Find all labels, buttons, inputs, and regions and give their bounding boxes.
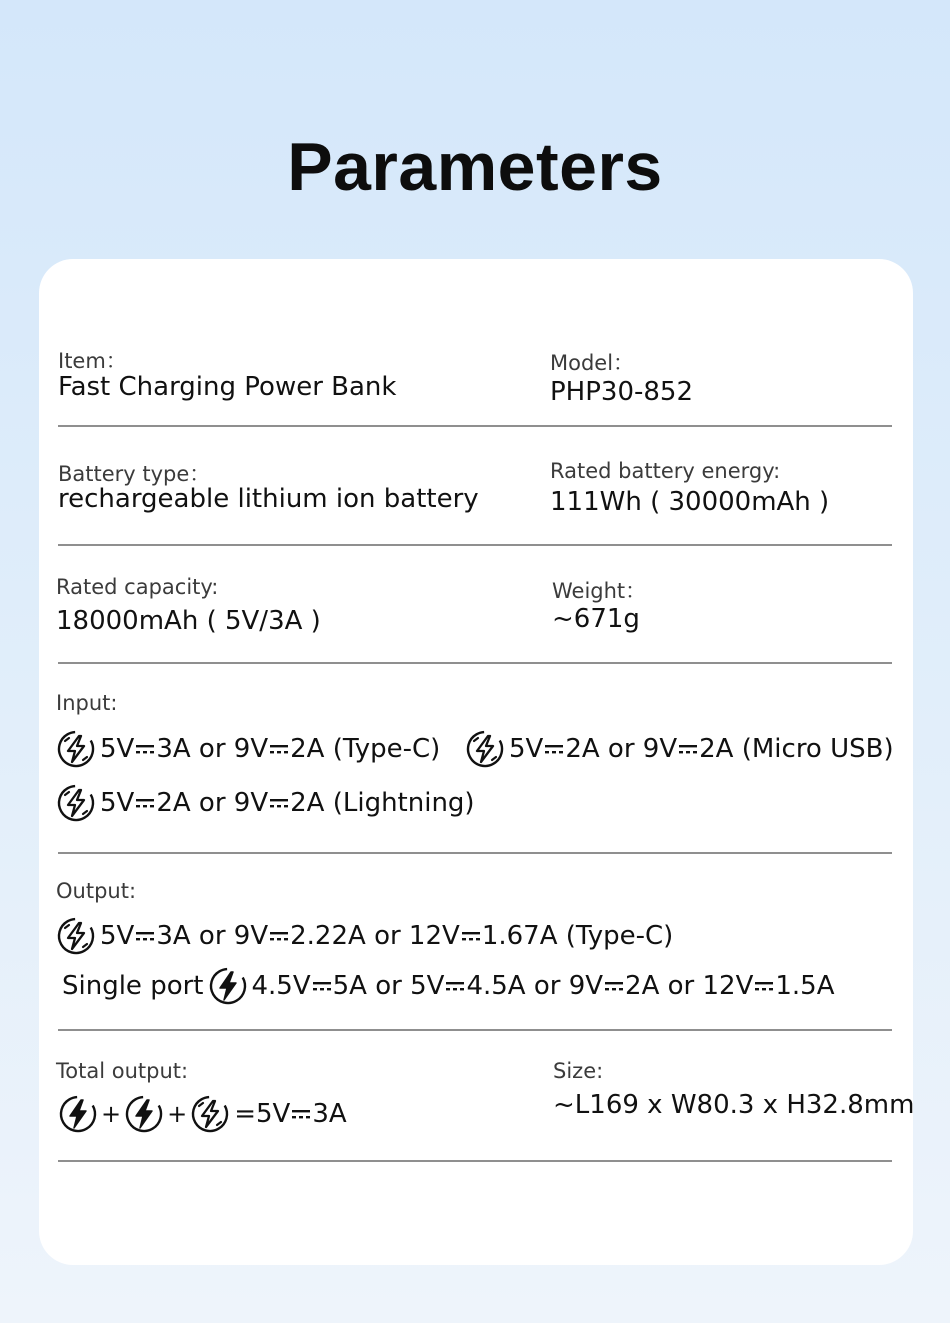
spec-text: 3A <box>312 1099 347 1129</box>
output-label: Output: <box>56 879 137 903</box>
spec-text: 4.5V <box>251 971 311 1001</box>
spec-text: 3A or 9V <box>156 734 269 764</box>
lightning-circle-icon <box>58 1094 98 1134</box>
spec-text: =5V <box>234 1099 291 1129</box>
dc-current-icon <box>445 979 465 993</box>
model-value: PHP30-852 <box>550 377 693 407</box>
dc-current-icon <box>312 979 332 993</box>
battery-type-value: rechargeable lithium ion battery <box>58 484 479 514</box>
dc-current-icon <box>291 1107 311 1121</box>
dc-current-icon <box>754 979 774 993</box>
dc-current-icon <box>544 742 564 756</box>
lightning-circle-icon <box>465 729 505 769</box>
single-port-label: Single port <box>62 971 204 1001</box>
model-label: Model： <box>550 351 635 375</box>
spec-text: 2A or 9V <box>156 788 269 818</box>
item-value: Fast Charging Power Bank <box>58 372 397 402</box>
lightning-circle-icon <box>56 916 96 956</box>
dc-current-icon <box>135 796 155 810</box>
battery-type-label: Battery type： <box>58 462 211 486</box>
spec-text: 1.5A <box>775 971 835 1001</box>
input-microusb-spec <box>465 729 894 769</box>
dc-current-icon <box>604 979 624 993</box>
dc-current-icon <box>135 929 155 943</box>
spec-text: 5V <box>509 734 544 764</box>
divider <box>58 1160 892 1162</box>
rated-capacity-value: 18000mAh ( 5V/3A ) <box>56 606 321 636</box>
item-label: Item： <box>58 349 127 373</box>
divider <box>58 852 892 854</box>
divider <box>58 1029 892 1031</box>
plus-sign: + <box>101 1100 122 1128</box>
spec-text: 2A or 12V <box>625 971 754 1001</box>
divider <box>58 662 892 664</box>
plus-sign: + <box>167 1100 188 1128</box>
spec-text: 5V <box>100 734 135 764</box>
dc-current-icon <box>135 742 155 756</box>
dc-current-icon <box>269 929 289 943</box>
spec-text: 2.22A or 12V <box>290 921 460 951</box>
input-lightning-spec <box>56 783 475 823</box>
spec-text: 2A (Lightning) <box>290 788 475 818</box>
parameters-card <box>39 259 913 1265</box>
total-output-label: Total output: <box>56 1059 189 1083</box>
spec-text: 2A or 9V <box>565 734 678 764</box>
rated-energy-label: Rated battery energy: <box>550 459 781 483</box>
divider <box>58 425 892 427</box>
dc-current-icon <box>269 742 289 756</box>
spec-text: 2A (Type-C) <box>290 734 441 764</box>
lightning-circle-icon <box>190 1094 230 1134</box>
size-value: ~L169 x W80.3 x H32.8mm <box>553 1090 915 1120</box>
spec-text: 1.67A (Type-C) <box>481 921 674 951</box>
dc-current-icon <box>269 796 289 810</box>
divider <box>58 544 892 546</box>
spec-text: 5A or 5V <box>332 971 445 1001</box>
input-label: Input: <box>56 691 118 715</box>
spec-text: 5V <box>100 788 135 818</box>
output-typec-spec <box>56 916 673 956</box>
rated-capacity-label: Rated capacity: <box>56 575 219 599</box>
lightning-circle-icon <box>56 729 96 769</box>
lightning-circle-icon <box>124 1094 164 1134</box>
spec-text: 4.5A or 9V <box>466 971 604 1001</box>
output-single-port-spec <box>62 966 835 1006</box>
dc-current-icon <box>678 742 698 756</box>
size-label: Size: <box>553 1059 604 1083</box>
weight-label: Weight： <box>552 579 647 603</box>
spec-text: 2A (Micro USB) <box>699 734 894 764</box>
spec-text: 5V <box>100 921 135 951</box>
input-typec-spec <box>56 729 440 769</box>
weight-value: ~671g <box>552 604 640 634</box>
lightning-circle-icon <box>208 966 248 1006</box>
lightning-circle-icon <box>56 783 96 823</box>
rated-energy-value: 111Wh ( 30000mAh ) <box>550 487 830 517</box>
total-output-spec <box>58 1094 347 1134</box>
page-title: Parameters <box>287 129 663 205</box>
dc-current-icon <box>461 929 481 943</box>
spec-text: 3A or 9V <box>156 921 269 951</box>
